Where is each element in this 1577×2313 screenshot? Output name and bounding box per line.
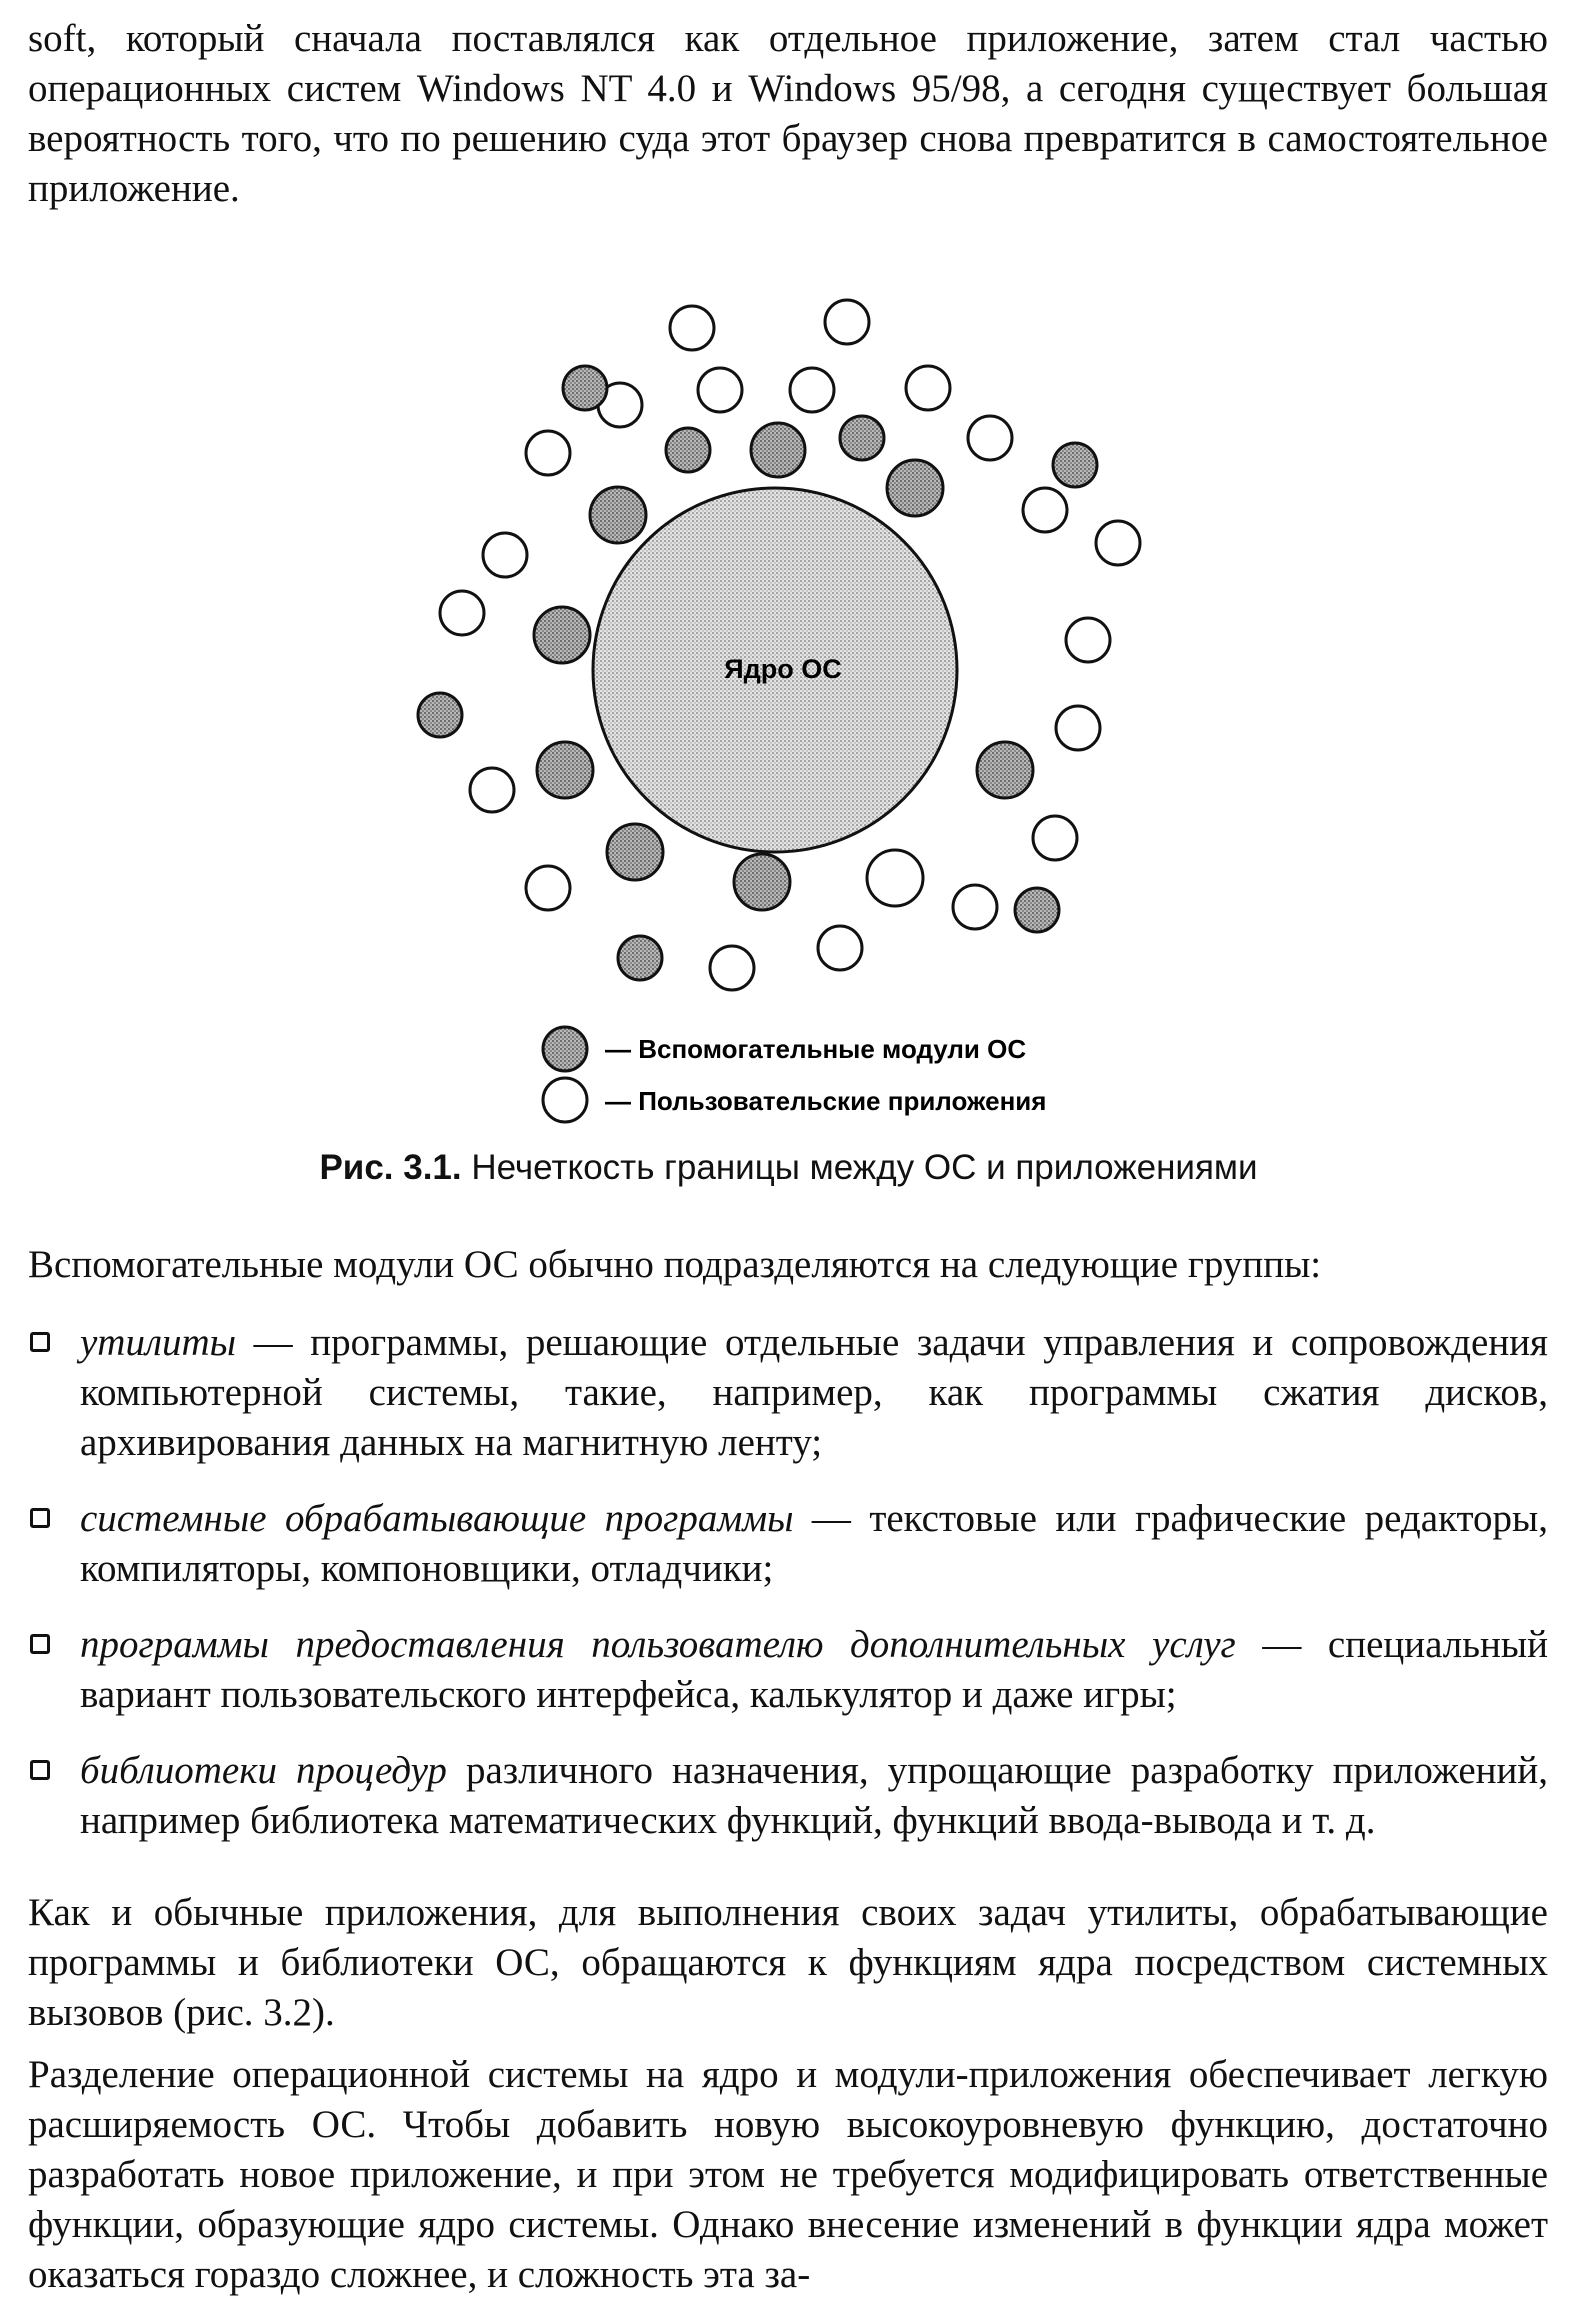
- app-circle: [953, 885, 997, 929]
- figure-legend: [543, 1027, 1046, 1122]
- app-circle: [906, 366, 950, 410]
- app-circle: [470, 768, 514, 812]
- os-module-circle: [734, 854, 790, 910]
- os-module-circle: [751, 423, 805, 477]
- legend-user-app-swatch: [543, 1078, 587, 1122]
- app-circle: [968, 416, 1012, 460]
- list-item: [28, 1494, 1548, 1594]
- list-item-term: программы предоставления пользователю дополнительных услуг: [80, 1623, 1236, 1666]
- checkbox-bullet-icon: [30, 1634, 50, 1654]
- checkbox-bullet-icon: [30, 1332, 50, 1352]
- os-module-circle: [563, 366, 607, 410]
- app-circle: [867, 850, 923, 906]
- figure-caption: [0, 1148, 1577, 1188]
- os-module-circle: [618, 936, 662, 980]
- module-groups-list: [28, 1318, 1548, 1872]
- legend-os-module-swatch: [543, 1027, 587, 1071]
- list-item-term: системные обрабатывающие программы: [80, 1497, 794, 1540]
- os-module-circle: [534, 607, 590, 663]
- app-circle: [483, 533, 527, 577]
- os-module-circle: [537, 742, 593, 798]
- checkbox-bullet-icon: [30, 1508, 50, 1528]
- intro-paragraph: soft, который сначала поставлялся как отдельное приложение, затем стал частью операционных систем Windows NT 4.0 и Windows 95/98, а сегодня существует большая вероятность того, что по решению суда этот браузер снова превратится в самостоятельное приложение.: [28, 17, 1548, 210]
- list-item: [28, 1620, 1548, 1720]
- os-module-circle: [840, 416, 884, 460]
- app-circle: [1056, 706, 1100, 750]
- os-module-circle: [977, 742, 1033, 798]
- core-label: Ядро ОС: [724, 654, 842, 684]
- list-item: [28, 1318, 1548, 1468]
- app-circle: [790, 368, 834, 412]
- list-item-term: утилиты: [80, 1321, 237, 1364]
- list-item-text: различного назначения, упрощающие разработку приложений, например библиотека математических функций, функций ввода-вывода и т. д.: [80, 1749, 1548, 1842]
- figure-diagram: [0, 260, 1577, 1140]
- app-circle: [1033, 816, 1077, 860]
- list-item-text: — специальный вариант пользовательского интерфейса, калькулятор и даже игры;: [80, 1623, 1548, 1716]
- paragraph-extensibility: Разделение операционной системы на ядро и модули-приложения обеспечивает легкую расширяемость ОС. Чтобы добавить новую высокоуровневую функцию, достаточно разработать новое приложение, и при этом не требуется модифицировать ответственные функции, образующие ядро системы. Однако внесение изменений в функции ядра может оказаться гораздо сложнее, и сложность эта за-: [28, 2053, 1548, 2296]
- app-circle: [1066, 618, 1110, 662]
- os-module-circle: [1053, 443, 1097, 487]
- app-circle: [818, 926, 862, 970]
- app-circle: [825, 300, 869, 344]
- os-module-circle: [887, 460, 943, 516]
- figure-caption-number: Рис. 3.1.: [319, 1148, 462, 1187]
- app-circle: [526, 866, 570, 910]
- app-circle: [526, 431, 570, 475]
- os-module-circle: [607, 824, 663, 880]
- app-circle: [1023, 488, 1067, 532]
- legend-user-apps-label: — Пользовательские приложения: [605, 1086, 1047, 1116]
- app-circle: [710, 946, 754, 990]
- app-circle: [698, 368, 742, 412]
- list-item-term: библиотеки процедур: [80, 1749, 447, 1792]
- os-module-circle: [590, 487, 646, 543]
- app-circle: [670, 306, 714, 350]
- list-item: [28, 1746, 1548, 1846]
- legend-os-modules-label: — Вспомогательные модули ОС: [605, 1034, 1027, 1064]
- os-module-circle: [1015, 888, 1059, 932]
- figure-caption-text: Нечеткость границы между ОС и приложениями: [471, 1148, 1258, 1187]
- os-module-circle: [418, 693, 462, 737]
- app-circle: [440, 591, 484, 635]
- os-module-circle: [666, 428, 710, 472]
- groups-intro: Вспомогательные модули ОС обычно подразделяются на следующие группы:: [28, 1243, 1322, 1286]
- list-item-text: — программы, решающие отдельные задачи управления и сопровождения компьютерной системы, такие, например, как программы сжатия дисков, архивирования данных на магнитную ленту;: [80, 1321, 1548, 1464]
- app-circle: [1096, 521, 1140, 565]
- list-item-text: — текстовые или графические редакторы, компиляторы, компоновщики, отладчики;: [80, 1497, 1548, 1590]
- checkbox-bullet-icon: [30, 1760, 50, 1780]
- paragraph-system-calls: Как и обычные приложения, для выполнения своих задач утилиты, обрабатывающие программы и библиотеки ОС, обращаются к функциям ядра посредством системных вызовов (рис. 3.2).: [28, 1891, 1548, 2034]
